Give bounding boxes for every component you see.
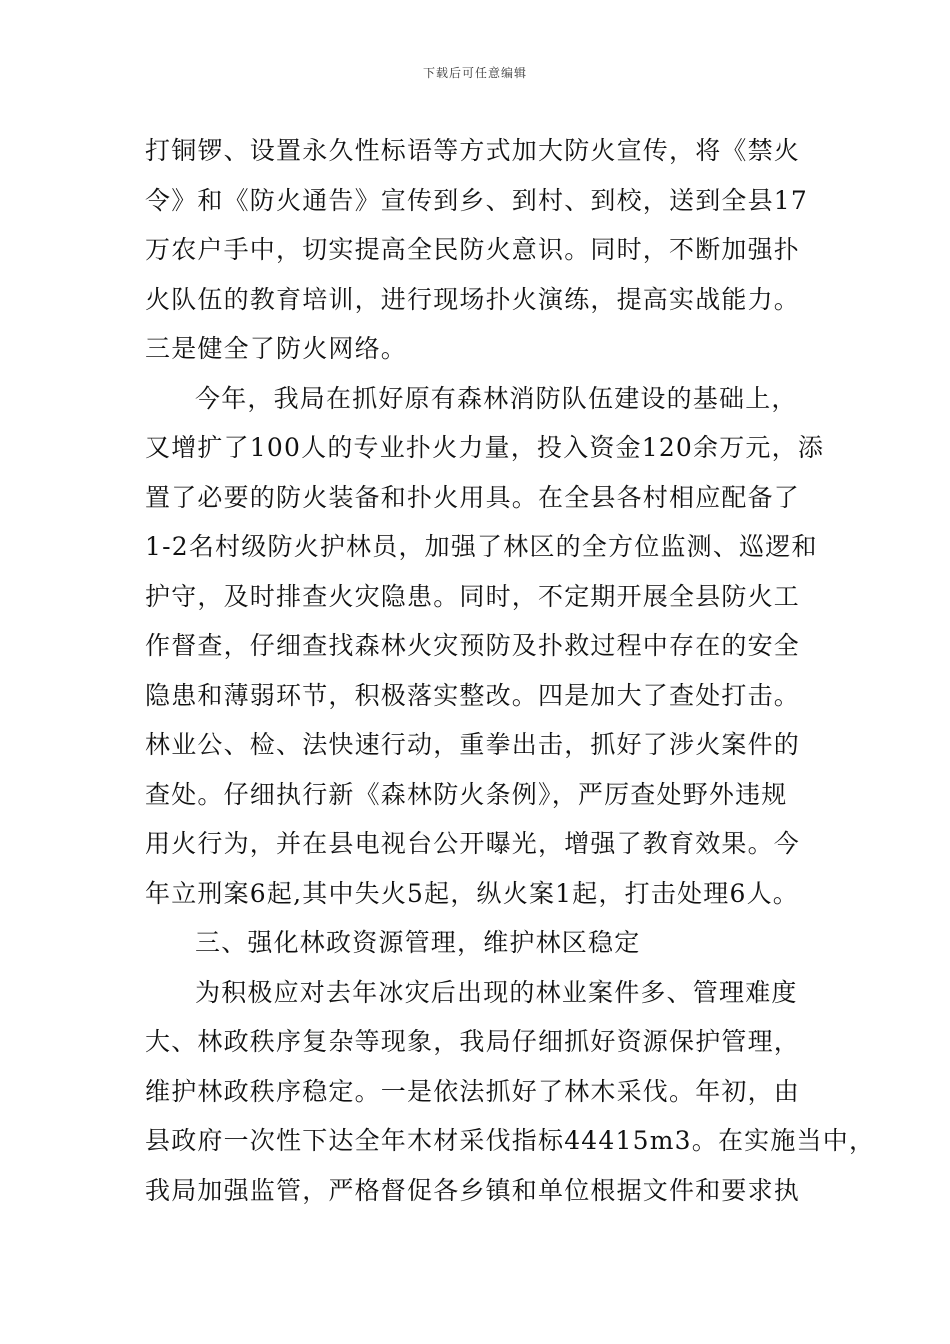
text-line: 三是健全了防火网络。	[145, 334, 408, 363]
document-body	[145, 126, 876, 1215]
text-line: 万农户手中，切实提高全民防火意识。同时，不断加强扑	[145, 235, 801, 264]
text-line: 三、强化林政资源管理，维护林区稳定	[195, 928, 641, 957]
text-line: 隐患和薄弱环节，积极落实整改。四是加大了查处打击。	[145, 680, 801, 710]
text-line: 我局加强监管，严格督促各乡镇和单位根据文件和要求执	[145, 1175, 801, 1205]
text-line: 查处。仔细执行新《森林防火条例》，严厉查处野外违规	[145, 779, 788, 809]
text-line: 置了必要的防火装备和扑火用具。在全县各村相应配备了	[145, 482, 801, 512]
text-line: 令》和《防火通告》宣传到乡、到村、到校，送到全县17	[145, 185, 809, 215]
text-line: 大、林政秩序复杂等现象，我局仔细抓好资源保护管理，	[145, 1027, 801, 1056]
text-line: 护守，及时排查火灾隐患。同时，不定期开展全县防火工	[145, 581, 801, 611]
text-line: 又增扩了100人的专业扑火力量，投入资金120余万元，添	[145, 433, 825, 462]
text-line: 作督查，仔细查找森林火灾预防及扑救过程中存在的安全	[145, 631, 801, 660]
text-line: 维护林政秩序稳定。一是依法抓好了林木采伐。年初，由	[145, 1076, 801, 1106]
text-line: 用火行为，并在县电视台公开曝光，增强了教育效果。今	[145, 829, 801, 858]
text-line: 火队伍的教育培训，进行现场扑火演练，提高实战能力。	[145, 284, 801, 314]
text-line: 县政府一次性下达全年木材采伐指标44415m3。在实施当中，	[145, 1126, 876, 1155]
text-line: 林业公、检、法快速行动，重拳出击，抓好了涉火案件的	[145, 730, 801, 759]
text-line: 今年，我局在抓好原有森林消防队伍建设的基础上，	[195, 383, 798, 413]
text-line: 为积极应对去年冰灾后出现的林业案件多、管理难度	[195, 977, 798, 1007]
page-header: 下载后可任意编辑	[422, 66, 527, 80]
text-line: 打铜锣、设置永久性标语等方式加大防火宣传，将《禁火	[145, 136, 801, 165]
text-line: 年立刑案6起,其中失火5起，纵火案1起，打击处理6人。	[145, 878, 799, 908]
text-line: 1-2名村级防火护林员，加强了林区的全方位监测、巡逻和	[145, 532, 818, 561]
